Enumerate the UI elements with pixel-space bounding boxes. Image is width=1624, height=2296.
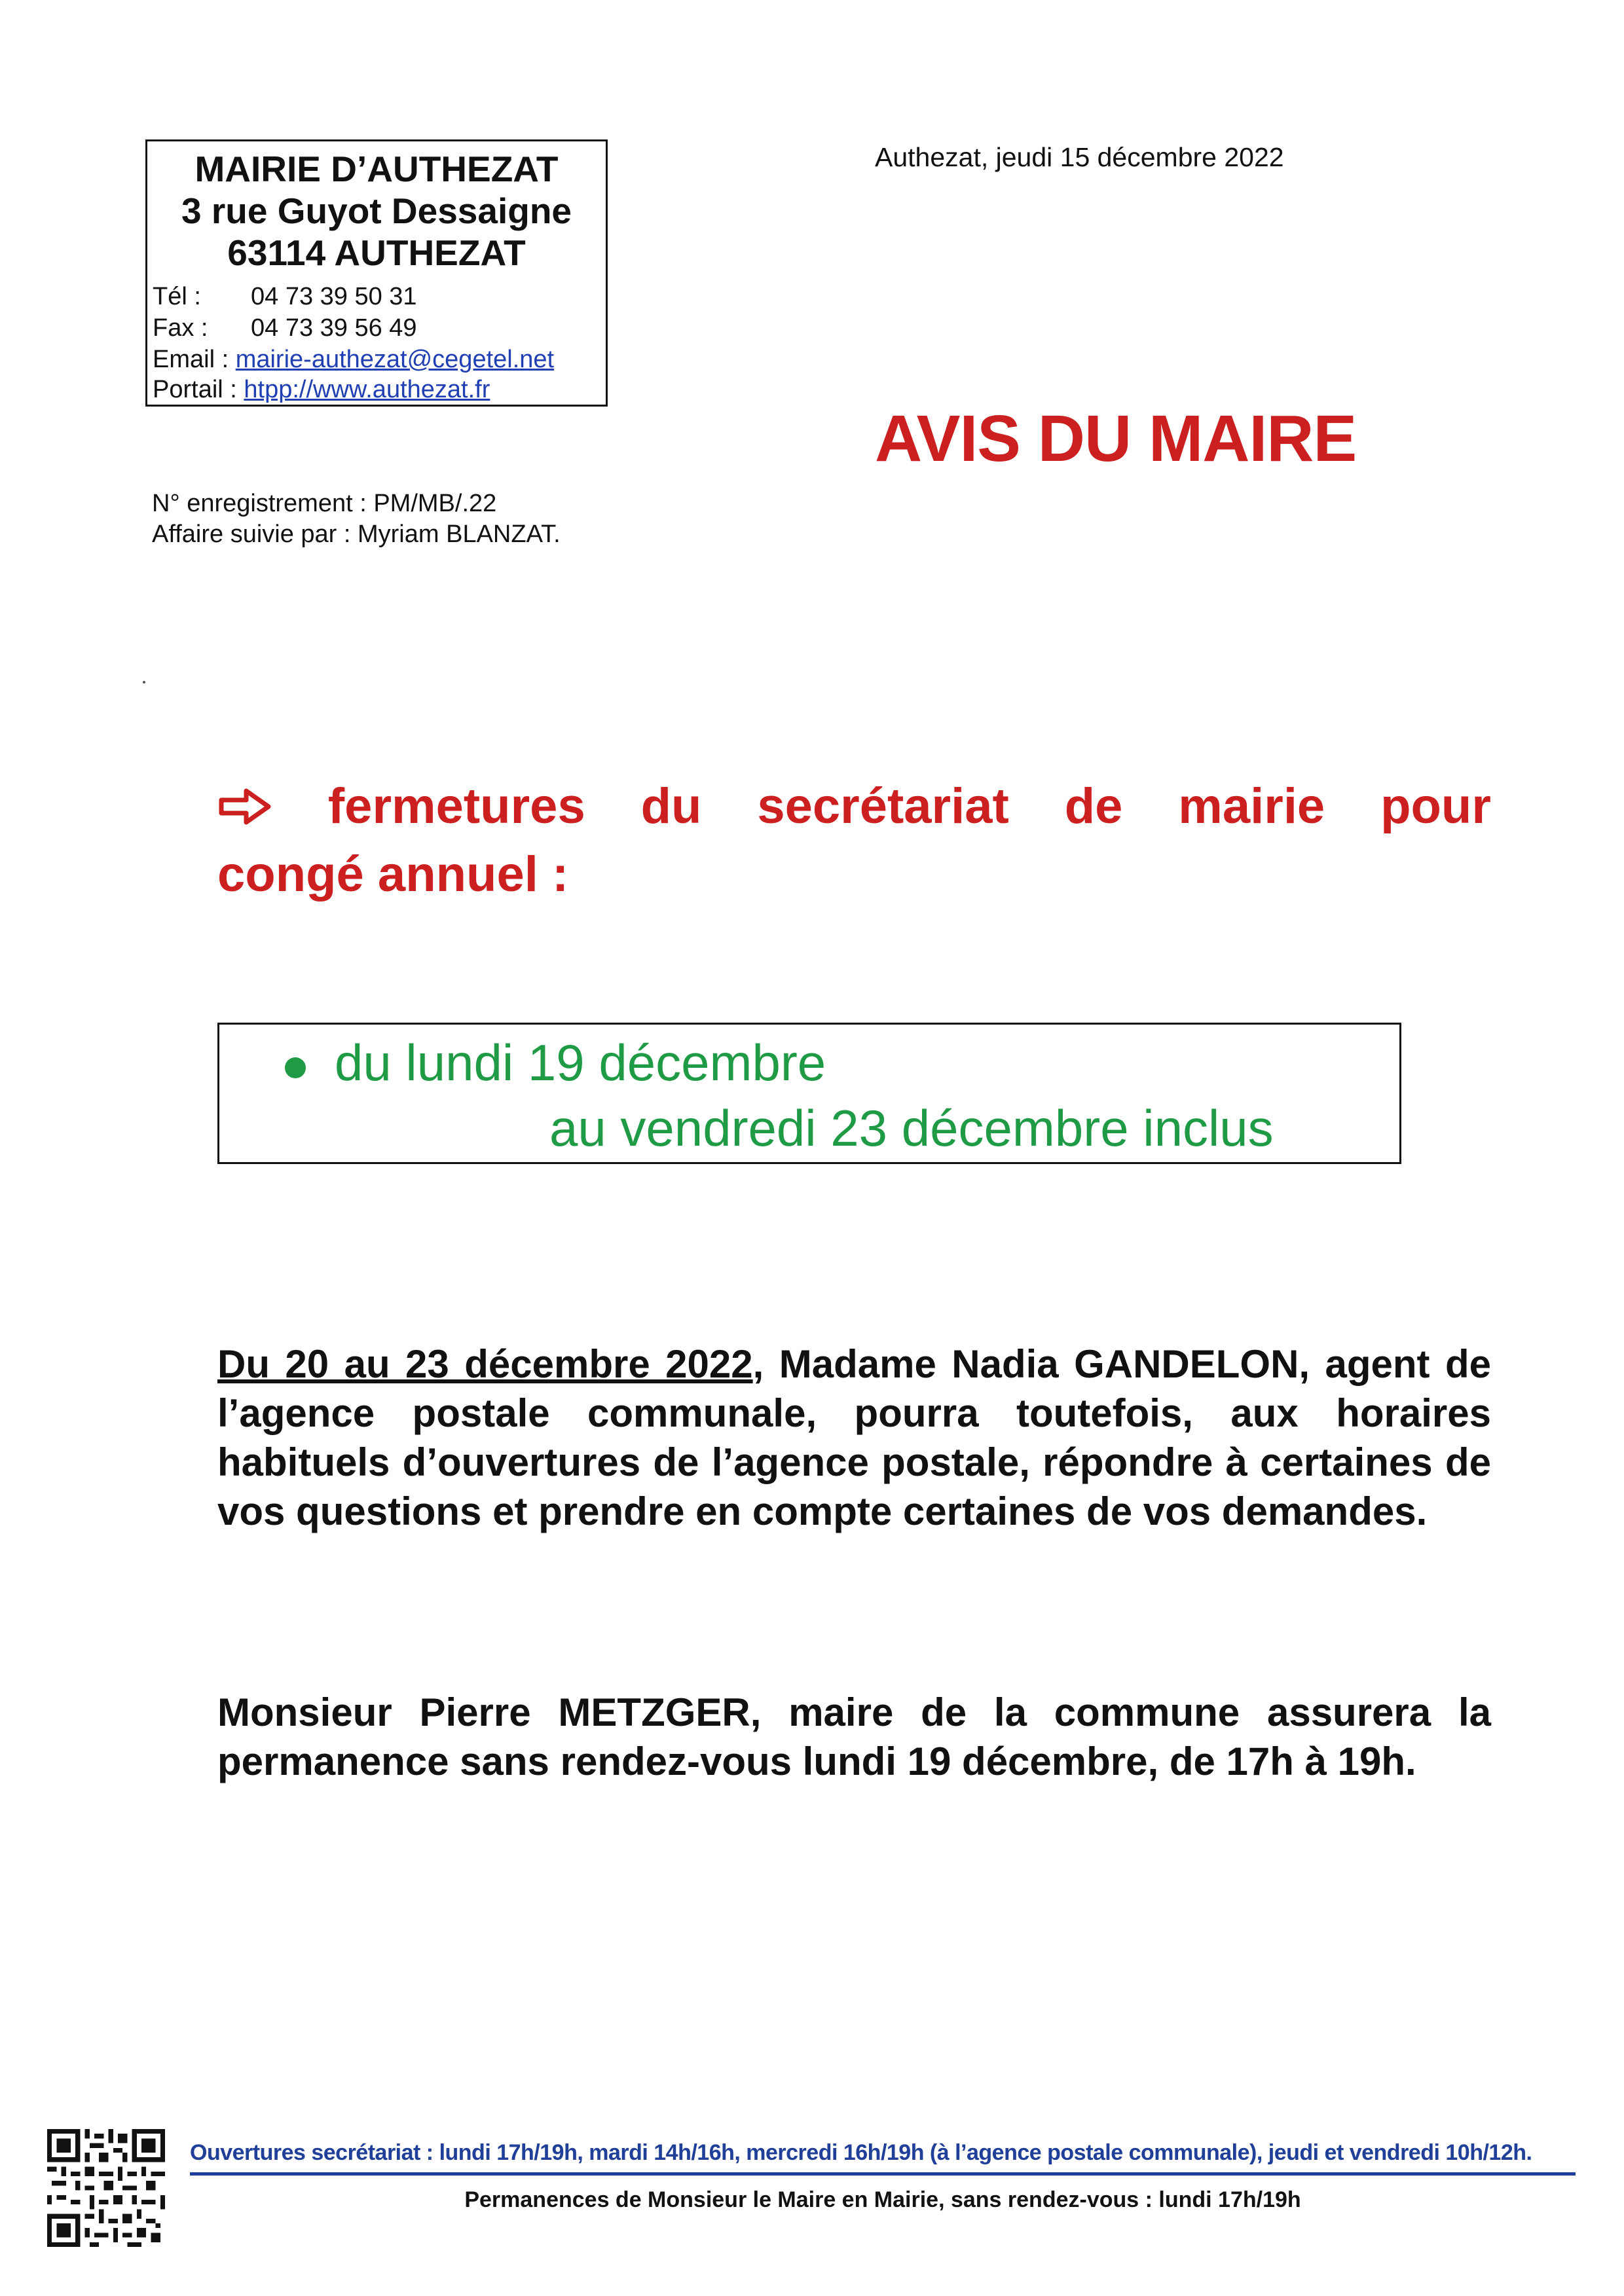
tel-value: 04 73 39 50 31: [251, 283, 417, 310]
footer-mayor-permanences: Permanences de Monsieur le Maire en Mairie, sans rendez-vous : lundi 17h/19h: [464, 2187, 1301, 2212]
fax-row: [153, 313, 417, 343]
heading-word: fermetures: [327, 778, 585, 834]
heading-line-2: congé annuel :: [217, 847, 569, 902]
org-name: MAIRIE D’AUTHEZAT: [194, 149, 559, 189]
heading-word: du: [640, 778, 702, 834]
paragraph-postal-agent: [217, 1339, 1491, 1536]
paragraph-body: , Madame Nadia GANDELON, agent de l’agence postale communale, pourra toutefois, aux horaires habituels d’ouvertures de l’agence postale, répondre à certaines de vos questions et prendre en compte certaines de vos demandes.: [217, 1342, 1491, 1533]
closure-heading: [217, 773, 1491, 909]
qr-code-icon: [47, 2129, 165, 2247]
reference-block: [152, 488, 561, 550]
letter-date: Authezat, jeudi 15 décembre 2022: [875, 142, 1284, 172]
paragraph-mayor-permanence: Monsieur Pierre METZGER, maire de la commune assurera la permanence sans rendez-vous lundi 19 décembre, de 17h à 19h.: [217, 1690, 1491, 1783]
heading-word: pour: [1380, 778, 1491, 834]
tel-label: Tél :: [153, 283, 201, 310]
bullet-icon: [285, 1057, 306, 1078]
portal-label: Portail :: [153, 376, 237, 403]
heading-word: secrétariat: [757, 778, 1009, 834]
heading-line-1: [217, 773, 1491, 841]
heading-word: de: [1064, 778, 1123, 834]
registration-number: N° enregistrement : PM/MB/.22: [152, 490, 497, 517]
footer-divider: [190, 2172, 1576, 2176]
closure-dates-box: [217, 1023, 1401, 1164]
email-link[interactable]: mairie-authezat@cegetel.net: [235, 346, 555, 373]
address-line: 3 rue Guyot Dessaigne: [181, 191, 572, 231]
followed-by: Affaire suivie par : Myriam BLANZAT.: [152, 520, 561, 548]
portal-link[interactable]: htpp://www.authezat.fr: [244, 376, 490, 403]
mairie-header-box: [145, 139, 608, 407]
heading-word: mairie: [1178, 778, 1325, 834]
page-title: AVIS DU MAIRE: [875, 402, 1357, 475]
portal-row: [153, 374, 490, 405]
footer-opening-hours: Ouvertures secrétariat : lundi 17h/19h, mardi 14h/16h, mercredi 16h/19h (à l’agence postale communale), jeudi et vendredi 10h/12h.: [190, 2140, 1532, 2165]
closure-start: du lundi 19 décembre: [335, 1034, 826, 1091]
fax-label: Fax :: [153, 314, 208, 342]
closure-end: au vendredi 23 décembre inclus: [549, 1099, 1274, 1157]
email-row: [153, 344, 554, 374]
paragraph-dates-underlined: Du 20 au 23 décembre 2022: [217, 1342, 753, 1386]
postal-city: 63114 AUTHEZAT: [227, 232, 526, 273]
fax-value: 04 73 39 56 49: [251, 314, 417, 342]
arrow-right-outline-icon: [217, 773, 272, 841]
email-label: Email :: [153, 346, 229, 373]
tel-row: [153, 282, 417, 312]
stray-dot: [143, 681, 145, 683]
